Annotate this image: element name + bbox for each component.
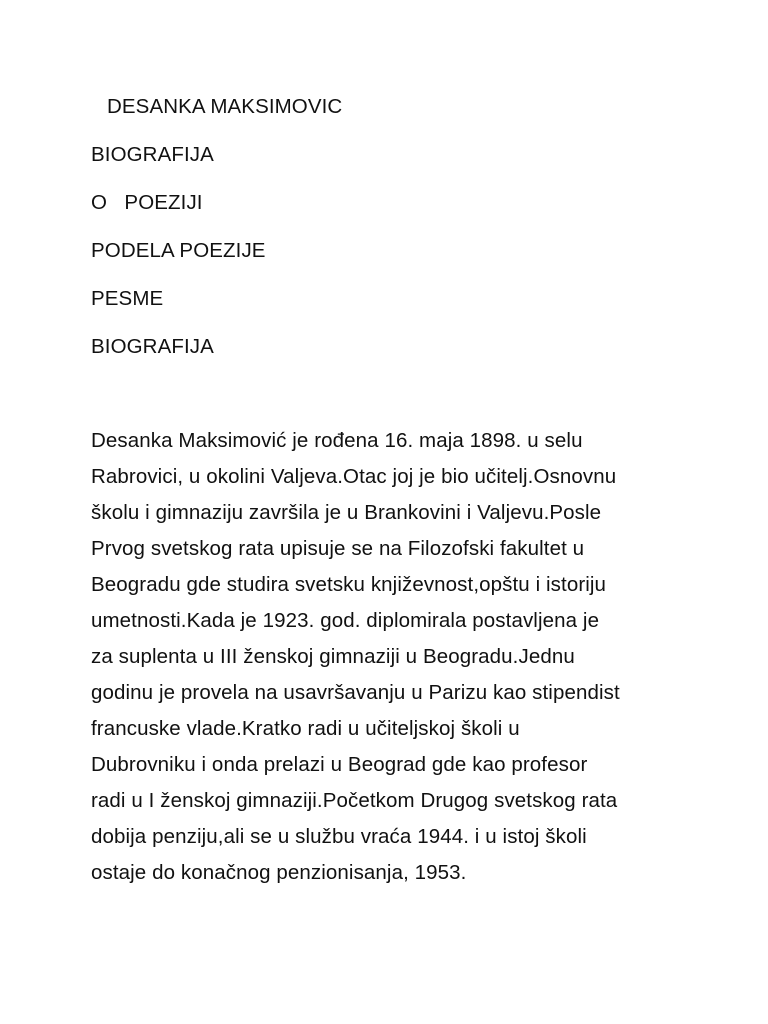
paragraph-line: školu i gimnaziju završila je u Brankovini i Valjevu.Posle [91, 501, 602, 524]
paragraph-line: dobija penziju,ali se u službu vraća 1944. i u istoj školi [91, 825, 587, 848]
paragraph-line: umetnosti.Kada je 1923. god. diplomirala postavljena je [91, 609, 600, 632]
paragraph-line: Desanka Maksimović je rođena 16. maja 1898. u selu [91, 429, 583, 452]
toc-item-podela-poezije: PODELA POEZIJE [91, 239, 266, 262]
paragraph-line: Rabrovici, u okolini Valjeva.Otac joj je bio učitelj.Osnovnu [91, 465, 617, 488]
document-title: DESANKA MAKSIMOVIC [107, 95, 343, 118]
paragraph-line: ostaje do konačnog penzionisanja, 1953. [91, 861, 467, 884]
paragraph-line: za suplenta u III ženskoj gimnaziji u Beogradu.Jednu [91, 645, 575, 668]
paragraph-line: Beogradu gde studira svetsku književnost,opštu i istoriju [91, 573, 607, 596]
paragraph-line: godinu je provela na usavršavanju u Parizu kao stipendist [91, 681, 620, 704]
paragraph-line: Dubrovniku i onda prelazi u Beograd gde kao profesor [91, 753, 588, 776]
paragraph-line: francuske vlade.Kratko radi u učiteljskoj školi u [91, 717, 520, 740]
paragraph-line: radi u I ženskoj gimnaziji.Početkom Drugog svetskog rata [91, 789, 618, 812]
section-heading-biografija: BIOGRAFIJA [91, 335, 214, 358]
toc-item-pesme: PESME [91, 287, 164, 310]
toc-item-o-poeziji: O POEZIJI [91, 191, 203, 214]
toc-item-biografija: BIOGRAFIJA [91, 143, 214, 166]
paragraph-line: Prvog svetskog rata upisuje se na Filozofski fakultet u [91, 537, 585, 560]
